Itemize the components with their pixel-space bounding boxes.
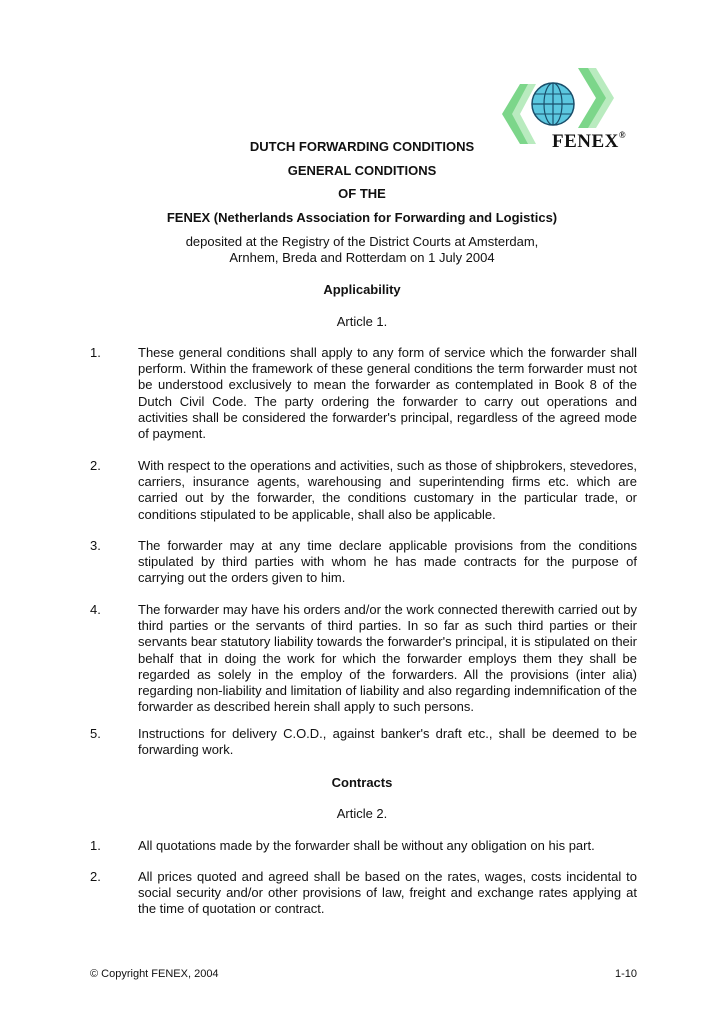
- title-line-1: DUTCH FORWARDING CONDITIONS: [249, 139, 475, 154]
- registered-mark: ®: [618, 129, 627, 140]
- item-number: 5.: [90, 726, 101, 741]
- footer-page-number: 1-10: [614, 968, 637, 980]
- logo-brand: FENEX: [552, 131, 619, 152]
- section-heading-applicability: Applicability: [323, 282, 401, 297]
- item-number: 3.: [90, 538, 101, 553]
- section-heading-contracts: Contracts: [331, 775, 393, 790]
- article-1-item-3: [90, 538, 637, 587]
- article-1-label: Article 1.: [336, 314, 388, 329]
- article-1-item-4: [90, 602, 637, 715]
- article-2-item-1: [90, 838, 637, 854]
- item-text: These general conditions shall apply to any form of service which the forwarder shall perform. Within the framework of these general conditions the term forwarder must not be understood exclusively to mean the forwarder as contemplated in Book 8 of the Dutch Civil Code. The party ordering the forwarder to carry out operations and activities shall be considered the forwarder's principal, regardless of the agreed mode of payment.: [138, 345, 637, 442]
- item-text: All quotations made by the forwarder shall be without any obligation on his part.: [138, 838, 595, 853]
- article-1-item-5: [90, 726, 637, 758]
- item-text: Instructions for delivery C.O.D., against banker's draft etc., shall be deemed to be forwarding work.: [138, 726, 637, 758]
- footer-copyright: © Copyright FENEX, 2004: [90, 968, 219, 980]
- deposit-line-2: Arnhem, Breda and Rotterdam on 1 July 2004: [229, 250, 495, 265]
- article-2-label: Article 2.: [336, 806, 388, 821]
- item-text: The forwarder may at any time declare applicable provisions from the conditions stipulated by third parties with whom he has made contracts for the purpose of carrying out the orders given to him.: [138, 538, 637, 586]
- item-text: All prices quoted and agreed shall be based on the rates, wages, costs incidental to social security and/or other provisions of law, freight and exchange rates applying at the time of quotation or contract.: [138, 869, 637, 917]
- item-number: 4.: [90, 602, 101, 617]
- article-2-item-2: [90, 869, 637, 918]
- title-line-3: OF THE: [338, 186, 386, 201]
- item-text: The forwarder may have his orders and/or the work connected therewith carried out by third parties or the servants of third parties. In so far as such third parties or their servants bear statutory liability towards the forwarder's principal, it is stipulated on their behalf that in doing the work for which the forwarder employs them they shall be regarded as solely in the employ of the forwarders. All the provisions (inter alia) regarding non-liability and limitation of liability and also regarding indemnification of the forwarder as described herein shall apply to such persons.: [138, 602, 637, 715]
- item-number: 2.: [90, 458, 101, 473]
- article-1-item-2: [90, 458, 637, 523]
- deposit-line-1: deposited at the Registry of the District Courts at Amsterdam,: [185, 234, 539, 249]
- title-line-2: GENERAL CONDITIONS: [287, 163, 437, 178]
- item-number: 1.: [90, 838, 101, 853]
- item-number: 2.: [90, 869, 101, 884]
- title-line-4: FENEX (Netherlands Association for Forwarding and Logistics): [166, 210, 558, 225]
- item-number: 1.: [90, 345, 101, 360]
- article-1-item-1: [90, 345, 637, 442]
- item-text: With respect to the operations and activities, such as those of shipbrokers, stevedores, carriers, insurance agents, warehousing and superintending firms etc. which are carried out by the forwarder, the conditions customary in the particular trade, or conditions stipulated to be applicable, shall also be applicable.: [138, 458, 637, 522]
